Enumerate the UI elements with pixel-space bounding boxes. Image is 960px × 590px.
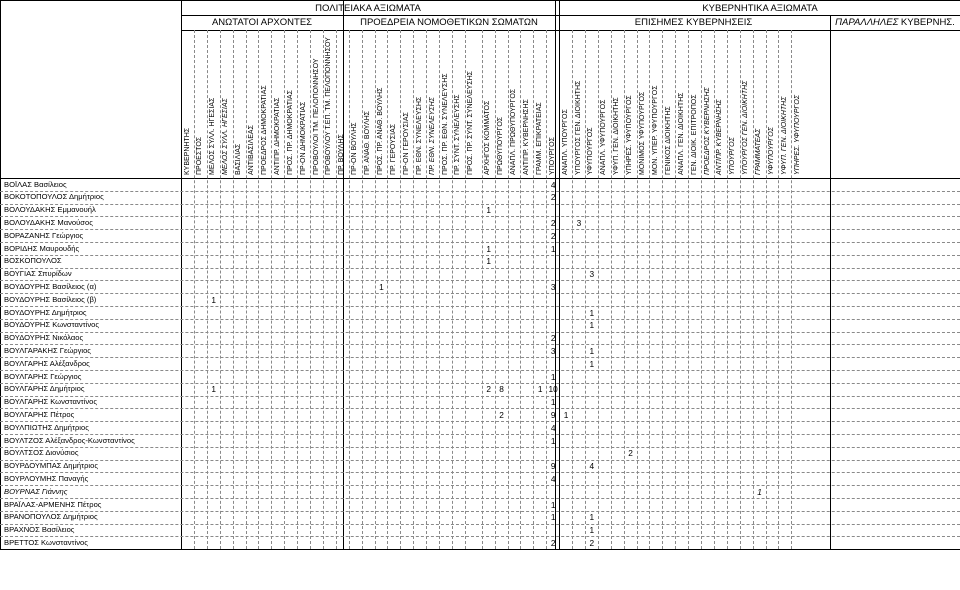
row-name: ΒΡΑΪΛΑΣ-ΑΡΜΕΝΗΣ Πέτρος bbox=[4, 499, 102, 509]
cell-value: 2 bbox=[628, 448, 633, 459]
grid-line-horizontal bbox=[0, 536, 960, 537]
column-label: ΥΠΗΡΕΣ. ΥΦΥΠΟΥΡΓΟΣ bbox=[793, 94, 801, 175]
row-name: ΒΟΥΛΓΑΡΗΣ Γεώργιος bbox=[4, 371, 82, 381]
column-label: ΠΡ. ΕΘΝ. ΣΥΝΕΛΕΥΣΗΣ bbox=[428, 97, 436, 175]
header-parallili-italic: ΠΑΡΑΛΛΗΛΕΣ bbox=[835, 17, 899, 28]
grid-line-horizontal bbox=[0, 280, 960, 281]
grid-line-horizontal bbox=[0, 447, 960, 448]
grid-line-horizontal bbox=[0, 408, 960, 409]
grid-line-horizontal bbox=[0, 242, 960, 243]
cell-value: 9 bbox=[550, 461, 556, 472]
cell-value: 1 bbox=[589, 512, 595, 523]
grid-line-horizontal bbox=[0, 332, 960, 333]
row-name: ΒΡΑΧΝΟΣ Βασίλειος bbox=[4, 525, 75, 535]
column-label: ΑΝΑΠΛ. ΥΦΥΠΟΥΡΓΟΣ bbox=[600, 99, 608, 175]
row-name: ΒΟΡΑΖΑΝΗΣ Γεώργιος bbox=[4, 230, 84, 240]
row-name: ΒΟΥΓΙΑΣ Σπυρίδων bbox=[4, 269, 72, 279]
grid-line-horizontal bbox=[0, 434, 960, 435]
grid-line-vertical bbox=[0, 0, 1, 549]
cell-value: 1 bbox=[589, 345, 595, 356]
column-label: ΑΝΤΙΠΡ. ΔΗΜΟΚΡΑΤΙΑΣ bbox=[273, 97, 281, 175]
grid-line-vertical bbox=[495, 30, 496, 549]
column-label: ΠΡΟΕΔΡΟΣ ΚΥΒΕΡΝΗΣΗΣ bbox=[703, 87, 711, 175]
grid-line-vertical bbox=[362, 30, 363, 549]
row-name: ΒΟΥΛΓΑΡΗΣ Δημήτριος bbox=[4, 384, 85, 394]
cell-value: 2 bbox=[550, 333, 556, 344]
grid-line-horizontal bbox=[0, 319, 960, 320]
cell-value: 2 bbox=[499, 409, 504, 420]
column-label: ΠΡ. ΕΘΝ. ΣΥΝΕΛΕΥΣΗΣ bbox=[415, 96, 423, 175]
grid-line-horizontal bbox=[0, 178, 960, 179]
header-anotatoi-archontes: ΑΝΩΤΑΤΟΙ ΑΡΧΟΝΤΕΣ bbox=[211, 17, 313, 28]
cell-value: 1 bbox=[486, 205, 491, 216]
grid-line-vertical bbox=[343, 0, 344, 549]
column-label: ΠΡ. ΒΟΥΛΗΣ bbox=[338, 134, 346, 175]
column-label: ΠΡ. ΓΕΡΟΥΣΙΑΣ bbox=[389, 123, 397, 175]
grid-line-horizontal bbox=[0, 191, 960, 192]
row-name: ΒΟΣΚΟΠΟΥΛΟΣ bbox=[4, 256, 62, 266]
column-label: ΠΡ. ΣΥΝΤ. ΣΥΝΕΛΕΥΣΗΣ bbox=[454, 94, 462, 175]
column-label: ΠΡ. ΑΝΑΘ. ΒΟΥΛΗΣ bbox=[364, 110, 372, 175]
cell-value: 1 bbox=[550, 397, 556, 408]
column-label: ΑΝΑΠΛ. ΓΕΝ. ΔΙΟΙΚΗΤΗΣ bbox=[677, 92, 685, 175]
column-label: ΓΕΝΙΚΟΣ ΔΙΟΙΚΗΤΗΣ bbox=[664, 106, 672, 175]
grid-line-vertical bbox=[753, 30, 754, 549]
row-name: ΒΟΚΟΤΟΠΟΥΛΟΣ Δημήτριος bbox=[4, 192, 104, 202]
grid-line-horizontal bbox=[0, 204, 960, 205]
row-name: ΒΟΛΟΥΔΑΚΗΣ Μανούσος bbox=[4, 217, 93, 227]
grid-line-horizontal bbox=[0, 524, 960, 525]
cell-value: 1 bbox=[486, 243, 491, 254]
column-label: ΥΦΥΠΟΥΡΓΟΣ bbox=[768, 127, 775, 175]
header-proedreia: ΠΡΟΕΔΡΕΙΑ ΝΟΜΟΘΕΤΙΚΩΝ ΣΩΜΑΤΩΝ bbox=[360, 17, 538, 28]
column-label: ΠΡΟΣ. ΠΡ. ΑΝΑΘ. ΒΟΥΛΗΣ bbox=[377, 87, 384, 175]
cell-value: 1 bbox=[550, 512, 556, 523]
column-label: ΑΝΑΠΛ. ΥΠΟΥΡΓΟΣ bbox=[561, 109, 569, 175]
row-name: ΒΟΥΡΝΑΣ Γιάννης bbox=[4, 486, 68, 496]
header-parallili-rest: ΚΥΒΕΡΝΗΣ. bbox=[898, 17, 955, 28]
cell-value: 1 bbox=[550, 435, 556, 446]
cell-value: 1 bbox=[486, 256, 491, 267]
row-name: ΒΡΕΤΤΟΣ Κωνσταντίνος bbox=[4, 537, 88, 547]
cell-value: 3 bbox=[576, 217, 582, 228]
cell-value: 1 bbox=[757, 486, 762, 497]
row-name: ΒΟΥΛΓΑΡΗΣ Πέτρος bbox=[4, 409, 75, 419]
cell-value: 1 bbox=[211, 384, 217, 395]
column-label: ΥΠΗΡΕΣ. ΥΦΥΠΟΥΡΓΟΣ bbox=[626, 95, 634, 175]
column-label: ΑΝΑΠΛ. ΠΡΩΘΥΠΟΥΡΓΟΣ bbox=[510, 88, 517, 175]
column-label: ΥΠΟΥΡΓΟΣ bbox=[548, 137, 556, 175]
column-label: ΠΡ-ΟΝ ΔΗΜΟΚΡΑΤΙΑΣ bbox=[299, 101, 307, 175]
grid-line-horizontal bbox=[0, 511, 960, 512]
column-label: ΠΡΟΕΔΡΟΣ ΔΗΜΟΚΡΑΤΙΑΣ bbox=[260, 85, 268, 175]
grid-line-horizontal bbox=[0, 268, 960, 269]
grid-line-vertical bbox=[400, 30, 401, 549]
cell-value: 4 bbox=[550, 473, 556, 484]
column-label: ΥΦΥΠΟΥΡΓΟΣ bbox=[587, 127, 595, 175]
column-label: ΠΡ-ΟΝ ΓΕΡΟΥΣΙΑΣ bbox=[402, 112, 410, 175]
grid-line-horizontal bbox=[0, 498, 960, 499]
cell-value: 1 bbox=[589, 525, 595, 536]
grid-line-vertical bbox=[727, 30, 728, 549]
grid-line-horizontal bbox=[0, 383, 960, 384]
column-label: ΒΑΣΙΛΙΑΣ bbox=[235, 143, 243, 175]
grid-line-horizontal bbox=[0, 255, 960, 256]
cell-value: 3 bbox=[550, 281, 556, 292]
cell-value: 2 bbox=[589, 537, 595, 548]
column-label: ΠΡΟΕΣΤΟΣ bbox=[196, 136, 204, 175]
grid-line-horizontal bbox=[0, 216, 960, 217]
row-name: ΒΟΥΔΟΥΡΗΣ Νικόλαος bbox=[4, 333, 84, 343]
column-label: ΜΕΛΟΣ ΣΥΛΛ. ΗΓΕΣΙΑΣ bbox=[222, 98, 230, 175]
column-label: ΜΟΝΙΜΟΣ ΥΦΥΠΟΥΡΓΟΣ bbox=[639, 91, 646, 175]
grid-line-horizontal bbox=[0, 549, 960, 550]
cell-value: 2 bbox=[550, 537, 556, 548]
header-parallili-kyverniseis bbox=[830, 17, 960, 29]
column-label: ΠΡΟΣ. ΠΡ. ΕΘΝ. ΣΥΝΕΛΕΥΣΗΣ bbox=[441, 73, 449, 175]
row-name: ΒΟΥΛΤΖΟΣ Αλέξανδρος-Κωνσταντίνος bbox=[4, 435, 135, 445]
column-label: ΜΕΛΟΣ ΣΥΛΛ. ΗΓΕΣΙΑΣ bbox=[209, 97, 217, 175]
cell-value: 1 bbox=[589, 358, 595, 369]
grid-line-vertical bbox=[181, 0, 182, 549]
row-name: ΒΟΥΛΓΑΡΑΚΗΣ Γεώργιος bbox=[4, 345, 91, 355]
grid-line-vertical bbox=[246, 30, 247, 549]
grid-line-horizontal bbox=[0, 357, 960, 358]
row-name: ΒΟΡΙΔΗΣ Μαυρουδής bbox=[4, 243, 80, 253]
cell-value: 1 bbox=[550, 243, 556, 254]
cell-value: 3 bbox=[589, 269, 595, 280]
cell-value: 4 bbox=[550, 179, 556, 190]
grid-line-horizontal bbox=[0, 293, 960, 294]
row-name: ΒΟΥΡΛΟΥΜΗΣ Παναγής bbox=[4, 473, 89, 483]
cell-value: 1 bbox=[211, 294, 217, 305]
column-label: ΥΦΥΠ. ΓΕΝ. ΔΙΟΙΚΗΤΗΣ bbox=[613, 97, 621, 175]
cell-value: 1 bbox=[563, 409, 569, 420]
cell-value: 1 bbox=[550, 499, 556, 510]
grid-line-horizontal bbox=[0, 421, 960, 422]
row-name: ΒΟΥΔΟΥΡΗΣ Κωνσταντίνος bbox=[4, 320, 100, 330]
column-label: ΑΝΤΙΠΡ. ΚΥΒΕΡΝΗΣΗΣ bbox=[716, 99, 724, 175]
row-name: ΒΟΥΛΓΑΡΗΣ Κωνσταντίνος bbox=[4, 397, 98, 407]
column-label: ΠΡΟΣ. ΠΡ. ΔΗΜΟΚΡΑΤΙΑΣ bbox=[286, 90, 294, 175]
header-kyvernitika: ΚΥΒΕΡΝΗΤΙΚΑ ΑΞΙΩΜΑΤΑ bbox=[702, 3, 818, 14]
grid-line-horizontal bbox=[0, 460, 960, 461]
cell-value: 8 bbox=[499, 384, 504, 395]
grid-line-vertical bbox=[336, 30, 337, 549]
cell-value: 9 bbox=[550, 409, 556, 420]
column-label: ΓΡΑΜΜΑΤΕΑΣ bbox=[755, 128, 763, 175]
grid-line-horizontal bbox=[0, 306, 960, 307]
row-name: ΒΟΥΛΓΑΡΗΣ Αλέξανδρος bbox=[4, 358, 90, 368]
column-label: ΥΠΟΥΡΓΟΣ bbox=[729, 137, 737, 175]
column-label: ΠΡΩΘΥΠΟΥΡΓΟΣ bbox=[497, 116, 505, 175]
grid-line-horizontal bbox=[0, 0, 960, 1]
column-label: ΑΝΤΙΒΑΣΙΛΕΑΣ bbox=[248, 125, 255, 175]
row-name: ΒΟΥΛΠΙΩΤΗΣ Δημήτριος bbox=[4, 422, 89, 432]
grid-line-horizontal bbox=[0, 472, 960, 473]
cell-value: 1 bbox=[550, 371, 556, 382]
row-name: ΒΟΪΛΑΣ Βασίλειος bbox=[4, 179, 67, 189]
cell-value: 1 bbox=[379, 281, 384, 292]
grid-line-horizontal bbox=[0, 485, 960, 486]
cell-value: 4 bbox=[589, 461, 595, 472]
grid-line-horizontal bbox=[0, 396, 960, 397]
header-politeiaka: ΠΟΛΙΤΕΙΑΚΑ ΑΞΙΩΜΑΤΑ bbox=[315, 3, 421, 14]
grid-line-vertical bbox=[194, 30, 195, 549]
cell-value: 2 bbox=[550, 230, 556, 241]
cell-value: 2 bbox=[550, 192, 556, 203]
column-label: ΑΝΤΙΠΡ. ΚΥΒΕΡΝΗΣΗΣ bbox=[522, 99, 530, 175]
cell-value: 3 bbox=[550, 345, 556, 356]
cell-value: 1 bbox=[589, 320, 595, 331]
grid-line-horizontal bbox=[181, 15, 960, 16]
column-label: ΠΡΟΒΟΥΛΟΙ ΤΜ. ΠΕΛΟΠΟΝΝΗΣΟΥ bbox=[312, 58, 320, 175]
grid-line-horizontal bbox=[0, 370, 960, 371]
column-label: ΠΡΟΒΟΥΛΟΥ Τ.ΕΠ. ΤΜ. ΠΕΛΟΠΟΝΝΗΣΟΥ bbox=[325, 37, 333, 175]
column-label: ΥΠΟΥΡΓΟΣ ΓΕΝ. ΔΙΟΙΚΗΤΗΣ bbox=[742, 80, 750, 175]
grid-line-vertical bbox=[233, 30, 234, 549]
column-label: ΚΥΒΕΡΝΗΤΗΣ bbox=[183, 127, 191, 175]
row-name: ΒΡΑΝΟΠΟΥΛΟΣ Δημήτριος bbox=[4, 512, 98, 522]
header-episimes-kyverniseis: ΕΠΙΣΗΜΕΣ ΚΥΒΕΡΝΗΣΕΙΣ bbox=[634, 17, 753, 28]
cell-value: 2 bbox=[486, 384, 491, 395]
column-label: ΠΡΟΣ. ΠΡ. ΣΥΝΤ. ΣΥΝΕΛΕΥΣΗΣ bbox=[467, 71, 475, 175]
cell-value: 1 bbox=[589, 307, 595, 318]
column-label: ΓΕΝ. ΔΙΟΙΚ. ΕΠΙΤΡΟΠΟΣ bbox=[690, 94, 698, 175]
column-label: ΥΦΥΠ. ΓΕΝ. ΔΙΟΙΚΗΤΗΣ bbox=[780, 96, 788, 175]
cell-value: 1 bbox=[537, 384, 543, 395]
grid-line-horizontal bbox=[0, 229, 960, 230]
grid-line-horizontal bbox=[0, 344, 960, 345]
column-label: ΠΡ-ΟΝ ΒΟΥΛΗΣ bbox=[351, 122, 359, 175]
row-name: ΒΟΥΡΔΟΥΜΠΑΣ Δημήτριος bbox=[4, 461, 98, 471]
column-label: ΜΟΝ. ΥΠΕΡ. ΥΦΥΠΟΥΡΓΟΣ bbox=[651, 85, 659, 175]
cell-value: 10 bbox=[548, 384, 558, 395]
row-name: ΒΟΥΔΟΥΡΗΣ Δημήτριος bbox=[4, 307, 87, 317]
grid-line-vertical bbox=[830, 15, 831, 549]
grid-line-vertical bbox=[766, 30, 767, 549]
row-name: ΒΟΥΛΤΣΟΣ Διονύσιος bbox=[4, 448, 79, 458]
column-label: ΓΡΑΜΜ. ΕΠΙΚΡΑΤΕΙΑΣ bbox=[535, 102, 543, 175]
column-label: ΑΡΧΗΓΟΣ ΚΟΜΜΑΤΟΣ bbox=[484, 100, 492, 175]
column-label: ΥΠΟΥΡΓΟΣ ΓΕΝ. ΔΙΟΙΚΗΤΗΣ bbox=[574, 80, 582, 175]
row-name: ΒΟΥΔΟΥΡΗΣ Βασίλειος (β) bbox=[4, 294, 97, 304]
grid-line-vertical bbox=[349, 30, 350, 549]
row-name: ΒΟΛΟΥΔΑΚΗΣ Εμμανουήλ bbox=[4, 205, 96, 215]
cell-value: 4 bbox=[550, 422, 556, 433]
cell-value: 2 bbox=[550, 217, 556, 228]
row-name: ΒΟΥΔΟΥΡΗΣ Βασίλειος (α) bbox=[4, 281, 97, 291]
